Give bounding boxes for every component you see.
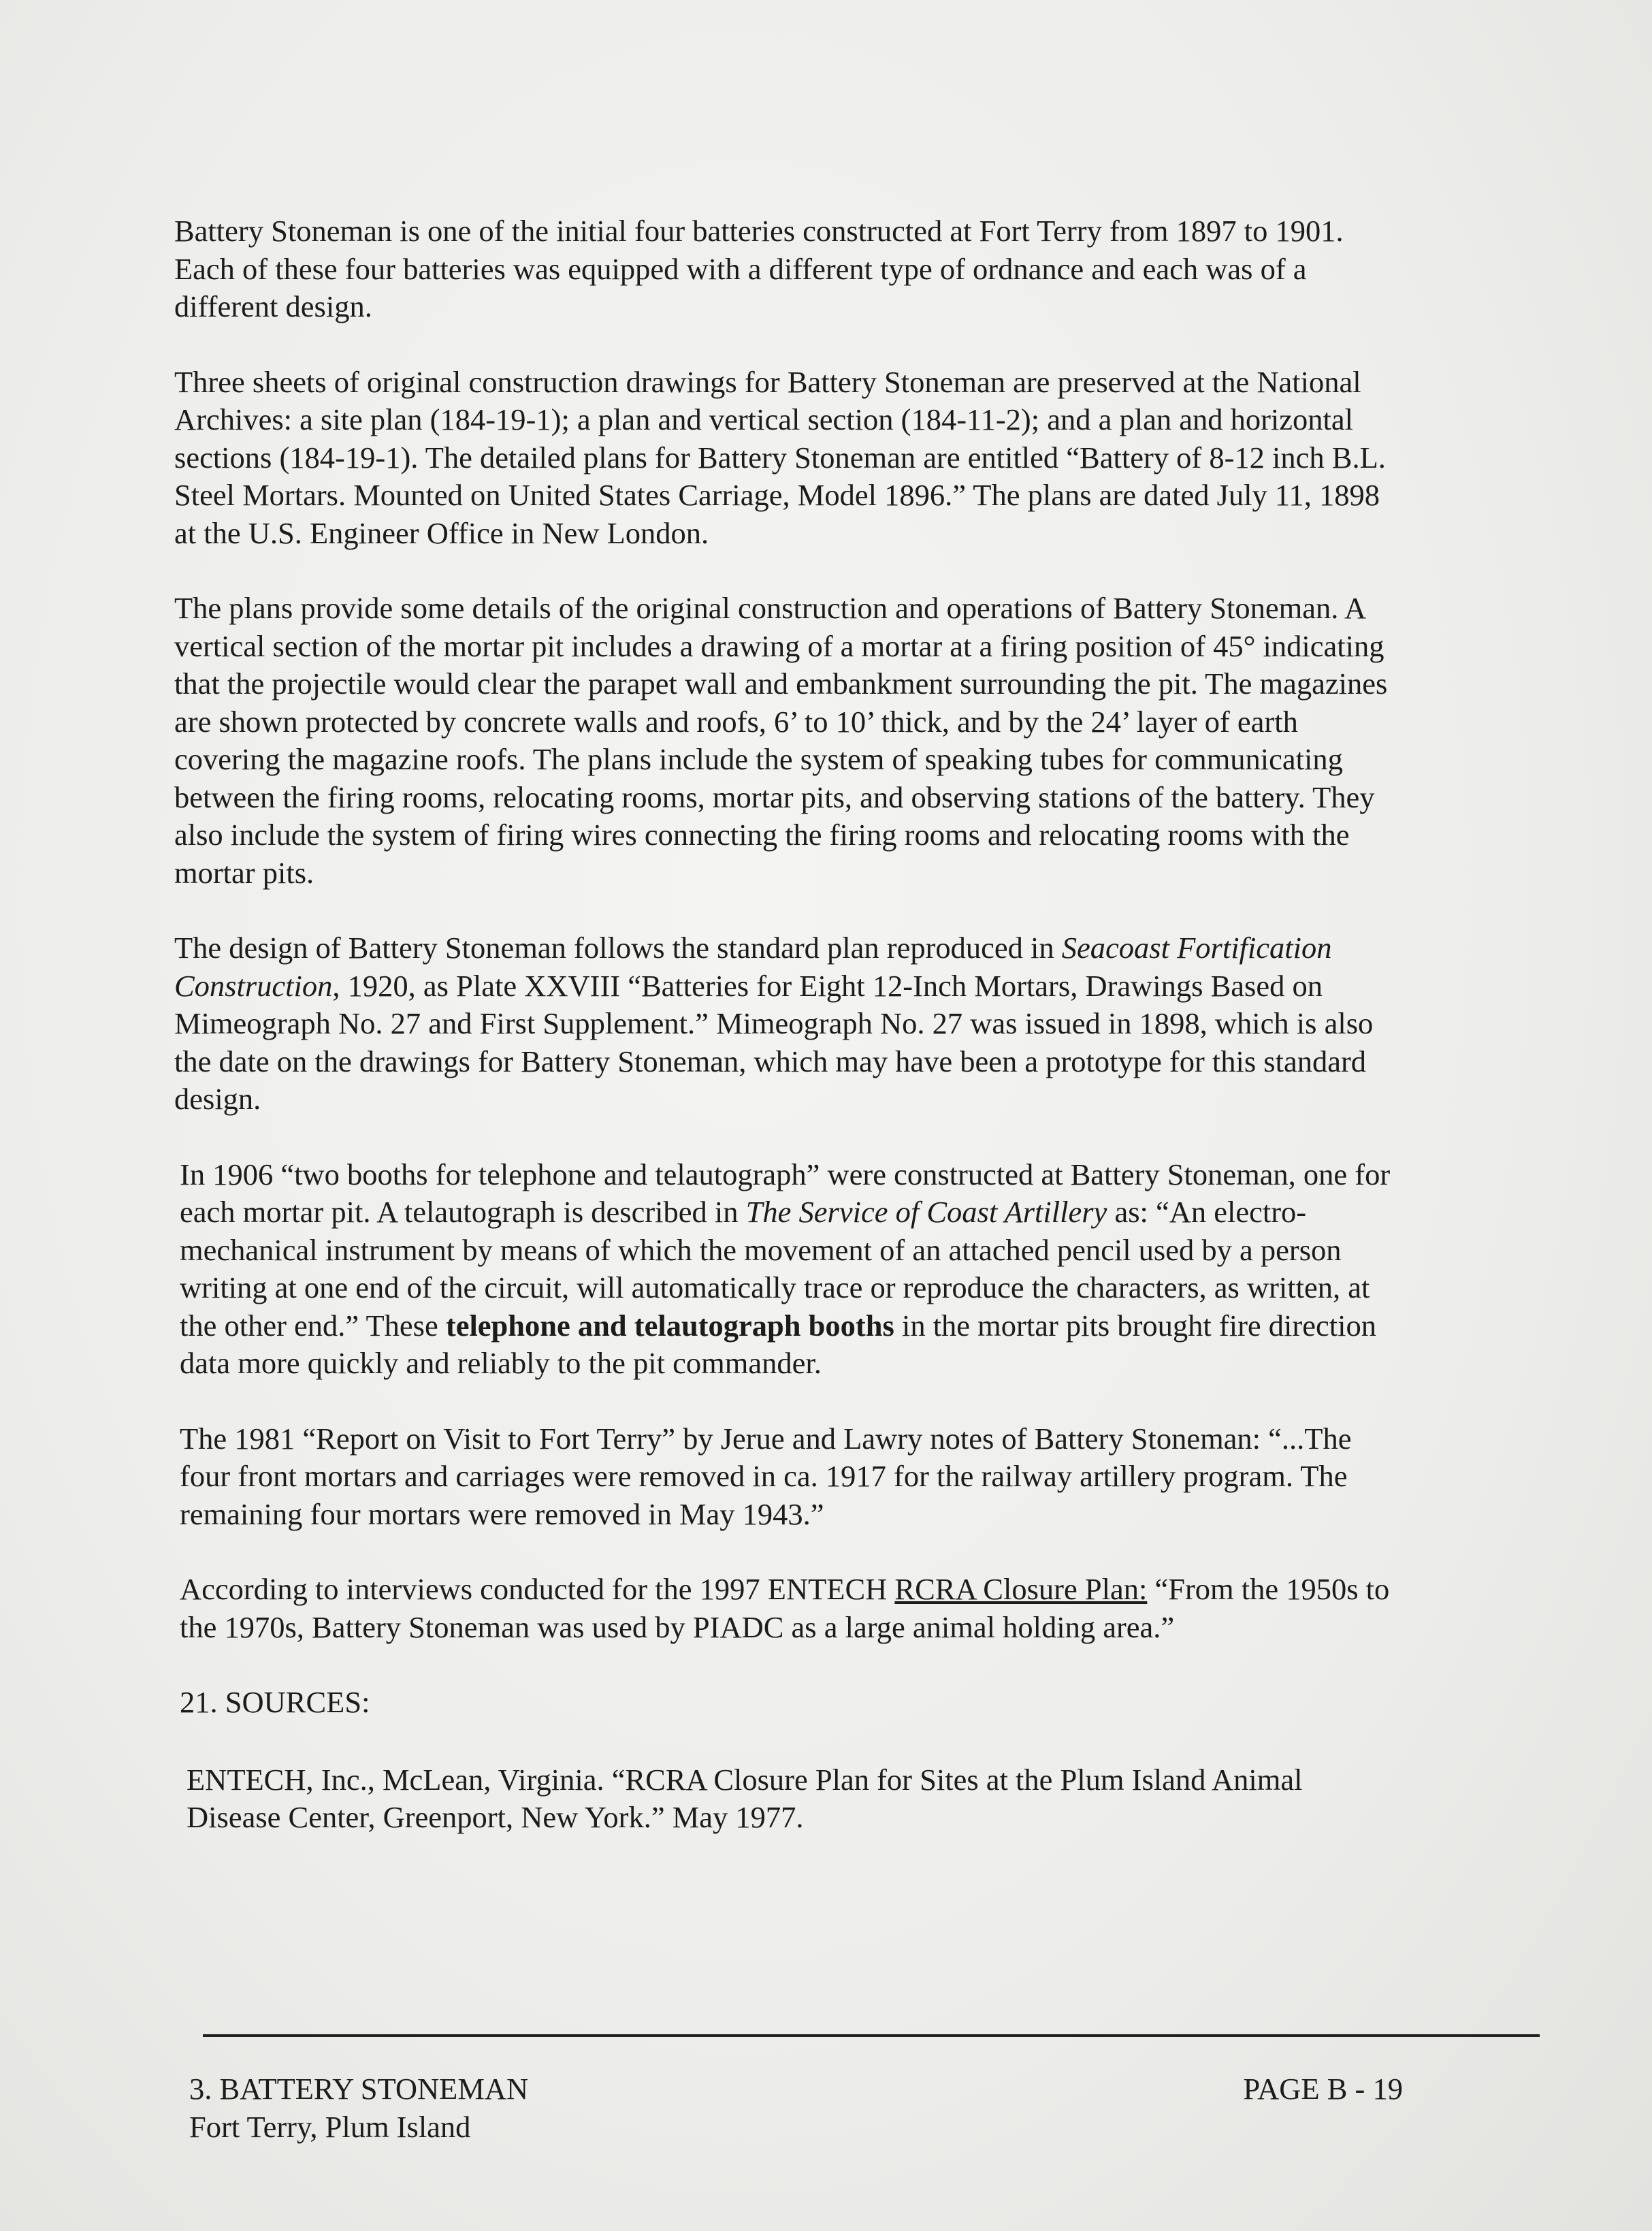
paragraph-plan-details: The plans provide some details of the original construction and operations of Battery Stoneman. A vertical section of the mortar pit includes a drawing of a mortar at a firing position of 45° indicating that the projectile would clear the parapet wall and embankment surrounding the pit. The magazines are shown protected by concrete walls and roofs, 6’ to 10’ thick, and by the 24’ layer of earth covering the magazine roofs. The plans include the system of speaking tubes for communicating between the firing rooms, relocating rooms, mortar pits, and observing stations of the battery. They also include the system of firing wires connecting the firing rooms and relocating rooms with the mortar pits.: [174, 591, 1388, 890]
bold-phrase: telephone and telautograph booths: [445, 1308, 894, 1343]
underlined-title: RCRA Closure Plan:: [894, 1572, 1148, 1606]
publication-title: The Service of Coast Artillery: [745, 1195, 1107, 1229]
paragraph-intro: Battery Stoneman is one of the initial four batteries constructed at Fort Terry from 1897 to 1901. Each of these four batteries was equipped with a different type of ordnance and each was of a different design.: [174, 214, 1344, 323]
paragraph-interviews: [174, 1571, 1399, 1646]
paragraph-interviews-text-a: According to interviews conducted for the 1997 ENTECH: [180, 1572, 895, 1606]
paragraph-report-1981: The 1981 “Report on Visit to Fort Terry” by Jerue and Lawry notes of Battery Stoneman: “...The four front mortars and carriages were removed in ca. 1917 for the railway artillery program. The remaining four mortars were removed in May 1943.”: [180, 1421, 1352, 1531]
paragraph-standard-design: [174, 929, 1399, 1119]
paragraph-interviews-text-c: “From the 1950s to the 1970s, Battery Stoneman was used by PIADC as a large animal holding area.”: [180, 1572, 1390, 1644]
paragraph-telautograph: [174, 1156, 1399, 1383]
footer-divider: [203, 2034, 1540, 2037]
paragraph-telautograph-text-c: as: “An electro-mechanical instrument by means of which the movement of an attached pencil used by a person writing at one end of the circuit, will automatically trace or reproduce the characters, as written, at the other end.” These: [180, 1195, 1370, 1343]
footer-location: Fort Terry, Plum Island: [189, 2110, 471, 2144]
paragraph-drawings: Three sheets of original construction drawings for Battery Stoneman are preserved at the National Archives: a site plan (184-19-1); a plan and vertical section (184-11-2); and a plan and horizontal sections (184-19-1). The detailed plans for Battery Stoneman are entitled “Battery of 8-12 inch B.L. Steel Mortars. Mounted on United States Carriage, Model 1896.” The plans are dated July 11, 1898 at the U.S. Engineer Office in New London.: [174, 364, 1386, 550]
footer-title: 3. BATTERY STONEMAN: [189, 2072, 529, 2106]
paragraph-standard-design-text-a: The design of Battery Stoneman follows the standard plan reproduced in: [174, 931, 1062, 965]
paragraph-telautograph-text-a: In 1906 “two booths for telephone and telautograph” were constructed at Battery Stoneman, one for each mortar pit. A telautograph is described in: [180, 1157, 1391, 1229]
publication-title: Seacoast Fortification Construction: [174, 931, 1332, 1003]
paragraph-standard-design-text-c: , 1920, as Plate XXVIII “Batteries for Eight 12-Inch Mortars, Drawings Based on Mimeograph No. 27 and First Supplement.” Mimeograph No. 27 was issued in 1898, which is also the date on the drawings for Battery Stoneman, which may have been a prototype for this standard design.: [174, 968, 1374, 1116]
paragraph-telautograph-text-e: in the mortar pits brought fire direction data more quickly and reliably to the pit commander.: [180, 1308, 1376, 1380]
page-number: PAGE B - 19: [1243, 2072, 1403, 2106]
footer-left: [189, 2070, 528, 2146]
source-entry: ENTECH, Inc., McLean, Virginia. “RCRA Closure Plan for Sites at the Plum Island Animal Disease Center, Greenport, New York.” May 1977.: [187, 1762, 1303, 1834]
body-text: [174, 212, 1399, 1837]
sources-heading: 21. SOURCES:: [180, 1685, 370, 1719]
